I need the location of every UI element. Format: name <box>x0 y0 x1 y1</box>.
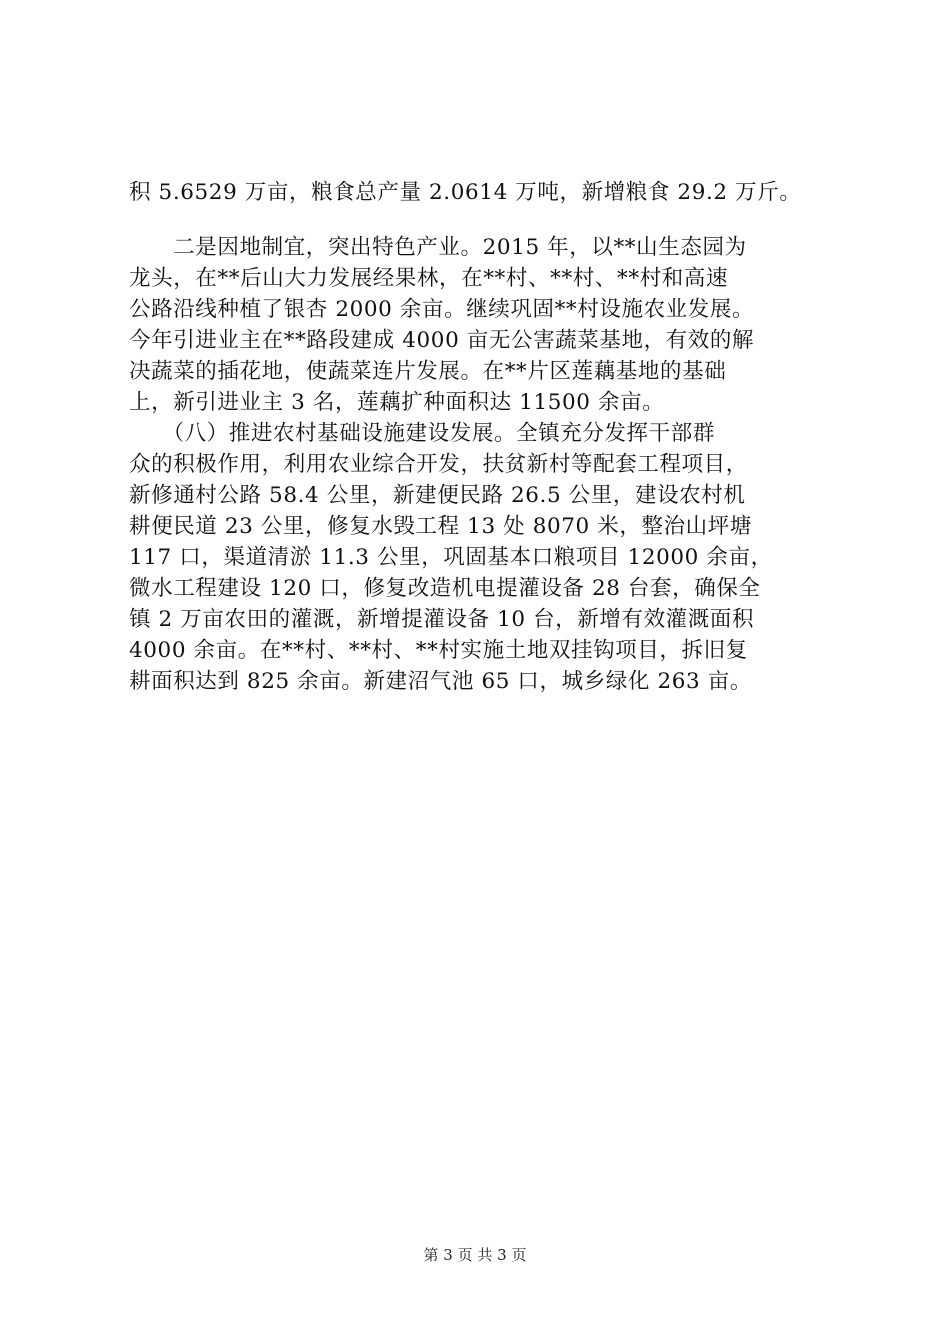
body-text-line: 耕面积达到 825 余亩。新建沼气池 65 口，城乡绿化 263 亩。 <box>129 669 752 694</box>
body-text-line: 二是因地制宜，突出特色产业。2015 年，以**山生态园为 <box>129 235 747 260</box>
body-text-line: （八）推进农村基础设施建设发展。全镇充分发挥干部群 <box>129 421 715 446</box>
body-text-line: 公路沿线种植了银杏 2000 余亩。继续巩固**村设施农业发展。 <box>129 297 755 322</box>
body-text-line: 微水工程建设 120 口，修复改造机电提灌设备 28 台套，确保全 <box>129 576 761 601</box>
body-text-line: 117 口，渠道清淤 11.3 公里，巩固基本口粮项目 12000 余亩， <box>129 545 773 570</box>
body-text-line: 新修通村公路 58.4 公里，新建便民路 26.5 公里，建设农村机 <box>129 483 746 508</box>
body-text-line: 决蔬菜的插花地，使蔬菜连片发展。在**片区莲藕基地的基础 <box>129 359 727 384</box>
body-text-line: 镇 2 万亩农田的灌溉，新增提灌设备 10 台，新增有效灌溉面积 <box>129 607 755 632</box>
page-footer: 第 3 页 共 3 页 <box>423 1246 527 1264</box>
body-text-line: 龙头，在**后山大力发展经果林，在**村、**村、**村和高速 <box>129 266 729 291</box>
body-text-line: 积 5.6529 万亩，粮食总产量 2.0614 万吨，新增粮食 29.2 万斤。 <box>129 180 802 205</box>
body-text-line: 4000 余亩。在**村、**村、**村实施土地双挂钩项目，拆旧复 <box>129 638 748 663</box>
body-text-line: 耕便民道 23 公里，修复水毁工程 13 处 8070 米，整治山坪塘 <box>129 514 752 539</box>
body-text-line: 今年引进业主在**路段建成 4000 亩无公害蔬菜基地，有效的解 <box>129 328 755 353</box>
body-text-line: 上，新引进业主 3 名，莲藕扩种面积达 11500 余亩。 <box>129 390 665 415</box>
body-text-line: 众的积极作用，利用农业综合开发，扶贫新村等配套工程项目， <box>129 452 748 477</box>
